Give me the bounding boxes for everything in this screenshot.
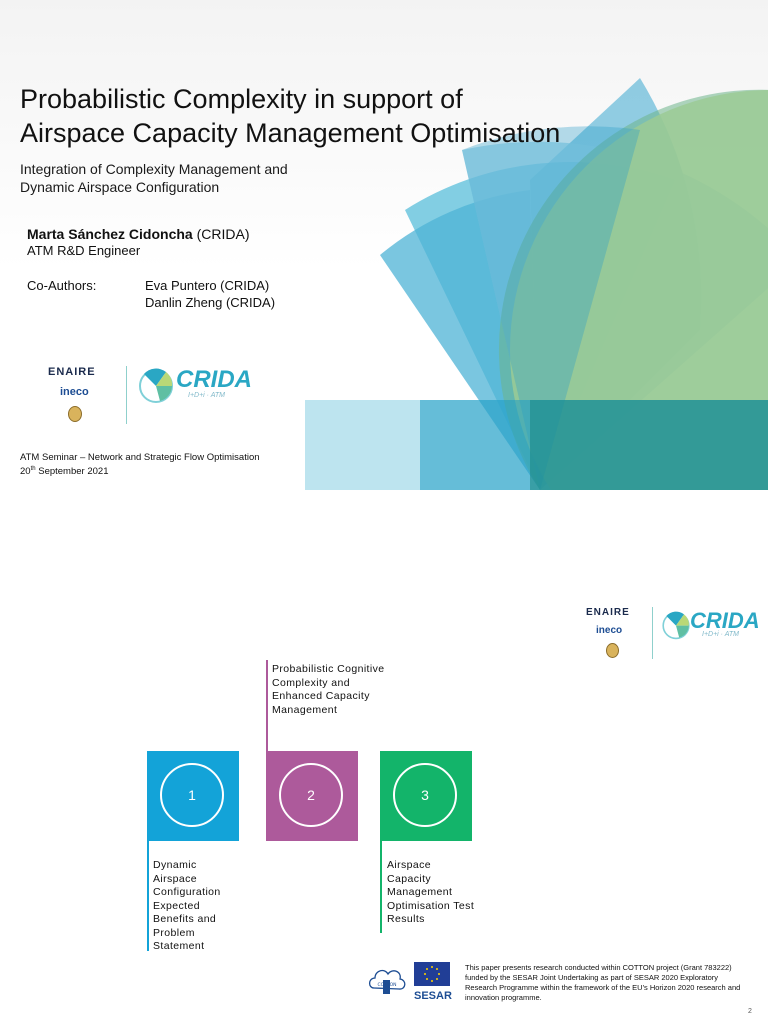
author-org: (CRIDA) [192,226,250,242]
presentation-title [20,82,660,150]
section-3-box[interactable] [380,751,472,841]
title-line-2: Airspace Capacity Management Optimisation [20,118,561,148]
conference-name: ATM Seminar – Network and Strategic Flow Optimisation [20,452,260,463]
author-name: Marta Sánchez Cidoncha [27,226,193,242]
ministry-seal-icon [606,643,619,658]
logo-divider [126,366,127,424]
enaire-logo: ENAIRE [586,607,630,618]
crida-tagline: I+D+i · ATM [702,631,739,638]
section-1-connector [147,841,149,951]
section-3-number: 3 [393,763,457,827]
section-3-connector [380,841,382,933]
section-1-number: 1 [160,763,224,827]
ineco-logo: ineco [596,625,623,636]
presentation-date [20,466,108,477]
author [27,226,249,242]
author-role: ATM R&D Engineer [27,243,141,258]
title-slide [0,0,768,490]
section-2-number: 2 [279,763,343,827]
cotton-logo-text: COTTON [377,983,397,988]
coauthors-label: Co-Authors: [27,278,97,293]
coauthor-2: Danlin Zheng (CRIDA) [145,295,276,310]
section-2-connector [266,660,268,751]
eu-flag-icon [414,962,450,986]
crida-emblem-icon [136,364,176,404]
cotton-logo [366,962,408,1002]
title-line-1: Probabilistic Complexity in support of [20,84,463,114]
enaire-logo: ENAIRE [48,366,96,378]
subtitle-line-1: Integration of Complexity Management and [20,161,288,177]
funding-disclaimer: This paper presents research conducted within COTTON project (Grant 783222) funded by the SESAR Joint Undertaking as part of SESAR 2020 Exploratory Research Programme within the framework of the EU's Horizon 2020 research and innovation programme. [465,963,741,1002]
section-1-title: Dynamic Airspace Configuration Expected Benefits and Problem Statement [153,859,221,952]
section-1-box[interactable] [147,751,239,841]
ineco-logo: ineco [60,386,89,398]
logo-divider [652,607,653,659]
page-number: 2 [748,1008,752,1015]
partner-logos [46,362,276,432]
ministry-seal-icon [68,406,82,422]
sesar-logo: SESAR [414,990,452,1002]
date-month-year: September 2021 [35,466,109,478]
subtitle-line-2: Dynamic Airspace Configuration [20,179,220,195]
coauthor-1: Eva Puntero (CRIDA) [145,278,270,293]
crida-logo-text: CRIDA [690,608,760,633]
section-2-title: Probabilistic Cognitive Complexity and Enhanced Capacity Management [272,663,385,716]
crida-tagline: I+D+i · ATM [188,392,225,399]
section-2-box[interactable] [266,751,358,841]
crida-emblem-icon [660,607,692,641]
presentation-subtitle [20,160,380,196]
section-3-title: Airspace Capacity Management Optimisation Test Results [387,859,475,925]
date-suffix: th [30,466,36,472]
partner-logos-slide2 [586,605,766,665]
crida-logo-text: CRIDA [176,366,252,393]
date-day: 20 [20,466,31,478]
